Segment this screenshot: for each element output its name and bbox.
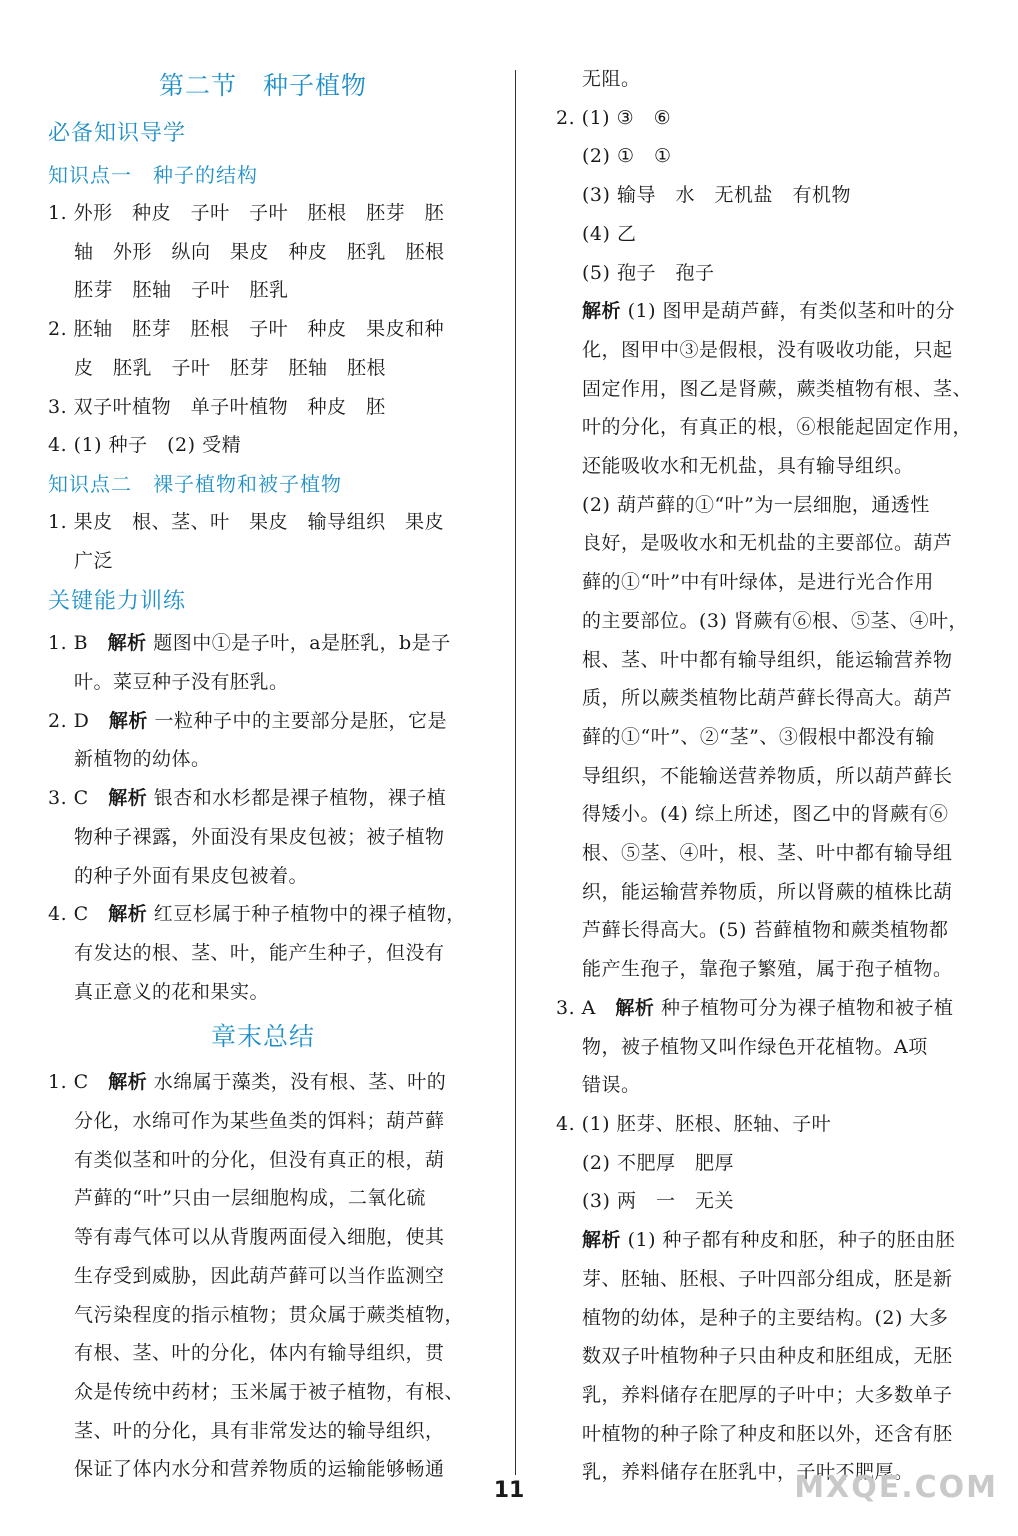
kp2-line: 1. 果皮 根、茎、叶 果皮 输导组织 果皮 bbox=[48, 510, 445, 533]
chapter-summary-title: 章末总结 bbox=[210, 1022, 315, 1052]
heading-guanjian: 关键能力训练 bbox=[48, 589, 187, 615]
answer-line: 有根、茎、叶的分化，体内有输导组织，贯 bbox=[74, 1342, 445, 1365]
analysis-label: 解析 bbox=[108, 709, 148, 732]
analysis-label: 解析 bbox=[108, 1071, 148, 1094]
answer-line: 等有毒气体可以从背腹两面侵入细胞，使其 bbox=[74, 1226, 445, 1249]
answer-line: 分化，水绵可作为某些鱼类的饵料；葫芦藓 bbox=[74, 1110, 445, 1133]
left-column bbox=[48, 60, 478, 1489]
answer-line: 新植物的幼体。 bbox=[74, 748, 211, 771]
summary-q2: 2. (1) ③ ⑥ bbox=[556, 106, 672, 129]
answer-line: 导组织，不能输送营养物质，所以葫芦藓长 bbox=[582, 764, 953, 787]
answer-line: 植物的幼体，是种子的主要结构。(2) 大多 bbox=[582, 1306, 949, 1329]
answer-line: 茎、叶的分化，具有非常发达的输导组织， bbox=[74, 1419, 445, 1442]
kp1-line: 轴 外形 纵向 果皮 种皮 胚乳 胚根 bbox=[74, 240, 445, 263]
answer-q3: 3. C 解析 银杏和水杉都是裸子植物，裸子植 bbox=[48, 787, 447, 810]
continued-line: 无阻。 bbox=[582, 68, 641, 90]
watermark: MXQE.COM bbox=[794, 1470, 998, 1505]
answer-line: 众是传统中药材；玉米属于被子植物，有根、 bbox=[74, 1380, 465, 1403]
answer-line: 藓的①“叶”中有叶绿体，是进行光合作用 bbox=[582, 571, 934, 594]
kp2-line: 广泛 bbox=[74, 549, 114, 572]
answer-line: (2) ① ① bbox=[582, 145, 672, 168]
answer-line: 错误。 bbox=[582, 1074, 641, 1097]
analysis-label: 解析 bbox=[107, 632, 147, 655]
answer-line: 生存受到威胁，因此葫芦藓可以当作监测空 bbox=[74, 1264, 445, 1287]
analysis-label: 解析 bbox=[615, 996, 655, 1019]
analysis-label: 解析 bbox=[108, 903, 148, 926]
answer-q1: 1. B 解析 题图中①是子叶，a是胚乳，b是子 bbox=[48, 632, 451, 655]
answer-line: 固定作用，图乙是肾蕨，蕨类植物有根、茎、 bbox=[582, 377, 973, 400]
answer-line: 的种子外面有果皮包被着。 bbox=[74, 864, 309, 887]
heading-bizhi: 必备知识导学 bbox=[48, 121, 187, 146]
answer-line: 乳，养料储存在肥厚的子叶中；大多数单子 bbox=[582, 1383, 953, 1406]
answer-line: 还能吸收水和无机盐，具有输导组织。 bbox=[582, 455, 914, 478]
kp1-line: 皮 胚乳 子叶 胚芽 胚轴 胚根 bbox=[74, 356, 387, 379]
answer-line: 芦藓长得高大。(5) 苔藓植物和蕨类植物都 bbox=[582, 919, 949, 942]
heading-knowledge-point-2: 知识点二 裸子植物和被子植物 bbox=[48, 471, 342, 496]
summary-q4: 4. (1) 胚芽、胚根、胚轴、子叶 bbox=[556, 1112, 832, 1135]
answer-line: 芽、胚轴、胚根、子叶四部分组成，胚是新 bbox=[582, 1267, 953, 1290]
answer-line: (2) 葫芦藓的①“叶”为一层细胞，通透性 bbox=[582, 493, 930, 516]
kp1-line: 3. 双子叶植物 单子叶植物 种皮 胚 bbox=[48, 395, 386, 418]
answer-line: 有发达的根、茎、叶，能产生种子，但没有 bbox=[74, 941, 445, 964]
summary-q3: 3. A 解析 种子植物可分为裸子植物和被子植 bbox=[556, 996, 954, 1019]
answer-line: (4) 乙 bbox=[582, 222, 637, 245]
answer-line: 芦藓的“叶”只由一层细胞构成，二氧化硫 bbox=[74, 1187, 426, 1210]
answer-line: 得矮小。(4) 综上所述，图乙中的肾蕨有⑥ bbox=[582, 803, 949, 826]
answer-line: (3) 输导 水 无机盐 有机物 bbox=[582, 184, 851, 207]
answer-line: 良好，是吸收水和无机盐的主要部位。葫芦 bbox=[582, 532, 953, 555]
answer-line: 根、茎、叶中都有输导组织，能运输营养物 bbox=[582, 648, 953, 671]
answer-line: 乳，养料储存在胚乳中，子叶不肥厚。 bbox=[582, 1461, 914, 1484]
section-title: 第二节 种子植物 bbox=[158, 71, 367, 100]
answer-line: 叶植物的种子除了种皮和胚以外，还含有胚 bbox=[582, 1422, 953, 1445]
kp1-line: 4. (1) 种子 (2) 受精 bbox=[48, 434, 242, 457]
right-column bbox=[556, 60, 986, 1492]
answer-line: 织，能运输营养物质，所以肾蕨的植株比葫 bbox=[582, 880, 953, 903]
page-number: 11 bbox=[493, 1478, 525, 1503]
answer-line: 化，图甲中③是假根，没有吸收功能，只起 bbox=[582, 338, 953, 361]
summary-q1: 1. C 解析 水绵属于藻类，没有根、茎、叶的 bbox=[48, 1071, 447, 1094]
column-divider bbox=[515, 70, 516, 1475]
kp1-line: 1. 外形 种皮 子叶 子叶 胚根 胚芽 胚 bbox=[48, 202, 445, 224]
answer-line: 物种子裸露，外面没有果皮包被；被子植物 bbox=[74, 825, 445, 848]
answer-line: (5) 孢子 孢子 bbox=[582, 261, 715, 284]
answer-q4: 4. C 解析 红豆杉属于种子植物中的裸子植物， bbox=[48, 903, 466, 926]
analysis-line: 解析 (1) 种子都有种皮和胚，种子的胚由胚 bbox=[582, 1229, 956, 1252]
heading-knowledge-point-1: 知识点一 种子的结构 bbox=[48, 163, 258, 187]
analysis-label: 解析 bbox=[582, 1229, 622, 1252]
answer-line: 质，所以蕨类植物比葫芦藓长得高大。葫芦 bbox=[582, 687, 953, 710]
answer-line: 保证了体内水分和营养物质的运输能够畅通 bbox=[74, 1458, 445, 1481]
analysis-label: 解析 bbox=[108, 787, 148, 810]
analysis-label: 解析 bbox=[582, 300, 622, 323]
answer-line: 数双子叶植物种子只由种皮和胚组成，无胚 bbox=[582, 1345, 953, 1368]
answer-line: (3) 两 一 无关 bbox=[582, 1190, 734, 1213]
answer-line: 叶的分化，有真正的根，⑥根能起固定作用， bbox=[582, 416, 973, 439]
answer-line: 藓的①“叶”、②“茎”、③假根中都没有输 bbox=[582, 725, 935, 748]
kp1-line: 2. 胚轴 胚芽 胚根 子叶 种皮 果皮和种 bbox=[48, 318, 445, 341]
answer-line: 真正意义的花和果实。 bbox=[74, 980, 270, 1003]
answer-line: 物，被子植物又叫作绿色开花植物。A项 bbox=[582, 1035, 928, 1058]
answer-line: 的主要部位。(3) 肾蕨有⑥根、⑤茎、④叶， bbox=[582, 609, 968, 632]
answer-line: (2) 不肥厚 肥厚 bbox=[582, 1151, 734, 1174]
answer-line: 气污染程度的指示植物；贯众属于蕨类植物， bbox=[74, 1303, 465, 1326]
answer-line: 有类似茎和叶的分化，但没有真正的根，葫 bbox=[74, 1148, 445, 1171]
analysis-line: 解析 (1) 图甲是葫芦藓，有类似茎和叶的分 bbox=[582, 300, 956, 323]
answer-line: 叶。菜豆种子没有胚乳。 bbox=[74, 671, 289, 694]
answer-line: 能产生孢子，靠孢子繁殖，属于孢子植物。 bbox=[582, 958, 953, 981]
kp1-line: 胚芽 胚轴 子叶 胚乳 bbox=[74, 279, 289, 302]
answer-line: 根、⑤茎、④叶，根、茎、叶中都有输导组 bbox=[582, 842, 953, 865]
answer-q2: 2. D 解析 一粒种子中的主要部分是胚，它是 bbox=[48, 709, 447, 732]
